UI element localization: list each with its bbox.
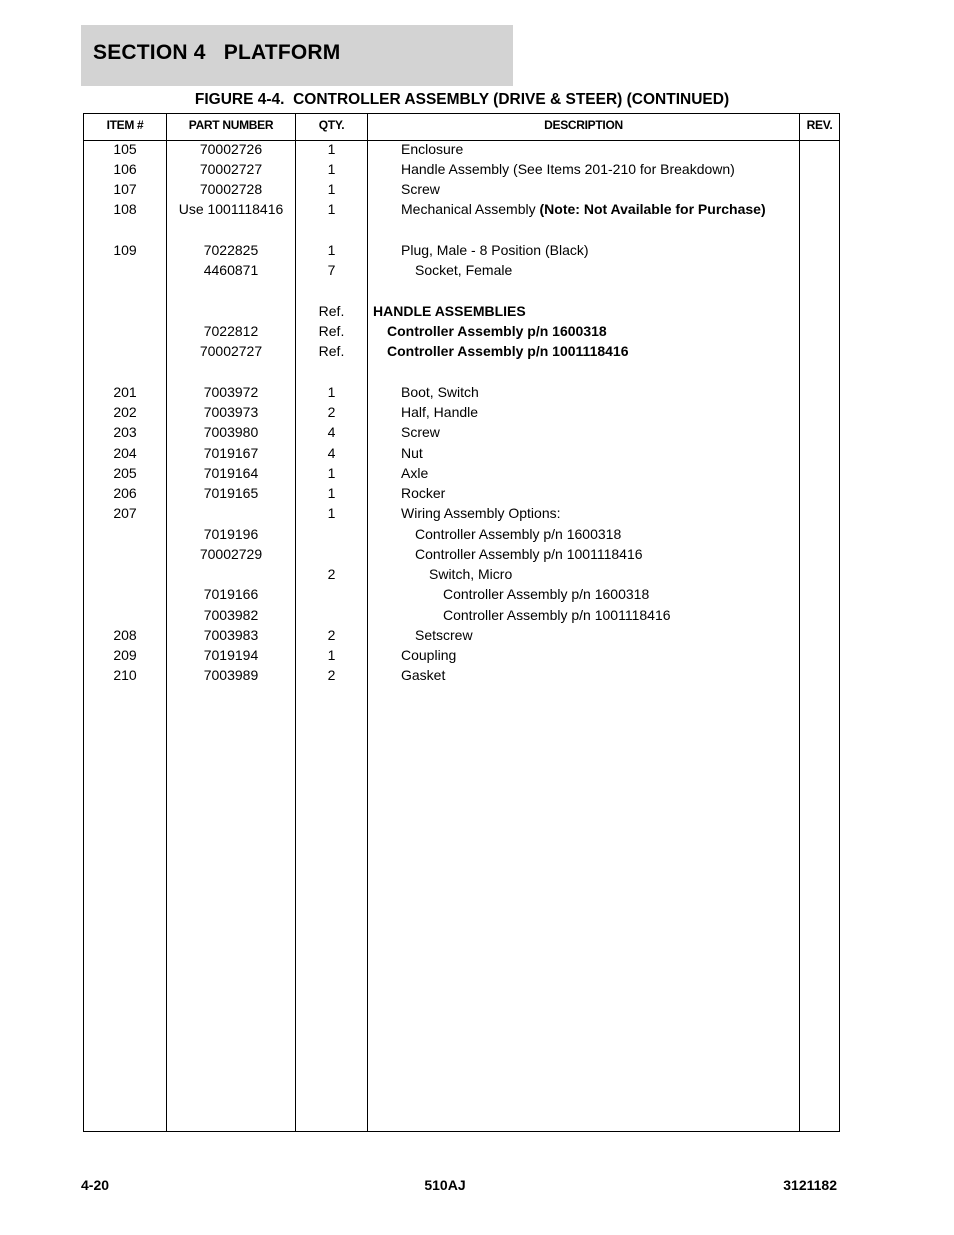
description-text: Handle Assembly (See Items 201-210 for Breakdown) xyxy=(401,161,735,177)
item-number-cell: 105 xyxy=(113,141,137,157)
item-number-cell: 209 xyxy=(113,647,137,663)
document-number: 3121182 xyxy=(783,1177,837,1193)
table-row xyxy=(84,483,839,503)
description-text: Rocker xyxy=(401,485,446,501)
part-number-cell: 70002727 xyxy=(199,161,263,177)
quantity-cell: 1 xyxy=(327,485,336,501)
description-text: Half, Handle xyxy=(401,404,479,420)
description-cell xyxy=(401,645,456,665)
quantity-cell: 1 xyxy=(327,465,336,481)
table-row xyxy=(84,139,839,159)
table-row xyxy=(84,402,839,422)
description-cell xyxy=(429,564,512,584)
quantity-cell: 1 xyxy=(327,505,336,521)
table-row xyxy=(84,524,839,544)
item-number-cell: 204 xyxy=(113,445,137,461)
description-bold-text: Controller Assembly p/n 1001118416 xyxy=(387,343,629,359)
quantity-cell: 1 xyxy=(327,201,336,217)
column-header-item: ITEM # xyxy=(106,118,144,132)
description-cell xyxy=(401,665,445,685)
section-header xyxy=(81,25,513,86)
description-cell xyxy=(415,260,512,280)
description-text: Gasket xyxy=(401,667,446,683)
description-cell xyxy=(401,139,463,159)
part-number-cell: 7003989 xyxy=(203,667,259,683)
description-cell xyxy=(401,179,440,199)
table-row xyxy=(84,321,839,341)
table-row xyxy=(84,665,839,685)
table-row xyxy=(84,341,839,361)
table-row xyxy=(84,422,839,442)
description-cell xyxy=(401,503,561,523)
quantity-cell: Ref. xyxy=(318,323,345,339)
table-row xyxy=(84,382,839,402)
table-row xyxy=(84,503,839,523)
page-number: 4-20 xyxy=(81,1177,110,1193)
quantity-cell: 4 xyxy=(327,445,336,461)
quantity-cell: 1 xyxy=(327,141,336,157)
table-row xyxy=(84,260,839,280)
description-text: Enclosure xyxy=(401,141,464,157)
part-number-cell: 7003972 xyxy=(203,384,259,400)
description-cell xyxy=(401,483,445,503)
model-number: 510AJ xyxy=(424,1177,466,1193)
description-cell xyxy=(415,544,643,564)
table-row xyxy=(84,544,839,564)
figure-title: FIGURE 4-4. CONTROLLER ASSEMBLY (DRIVE & STEER) (CONTINUED) xyxy=(194,91,730,108)
quantity-cell: 2 xyxy=(327,667,336,683)
quantity-cell: 1 xyxy=(327,181,336,197)
description-cell xyxy=(401,402,478,422)
item-number-cell: 203 xyxy=(113,424,137,440)
description-cell xyxy=(373,301,526,321)
part-number-cell: 7019196 xyxy=(203,526,259,542)
description-bold-text: (Note: Not Available for Purchase) xyxy=(539,201,766,217)
description-cell xyxy=(401,199,766,219)
table-row xyxy=(84,240,839,260)
part-number-cell: 70002726 xyxy=(199,141,263,157)
part-number-cell: Use 1001118416 xyxy=(178,201,284,217)
column-header-rev: REV. xyxy=(806,118,833,132)
table-row xyxy=(84,463,839,483)
table-row xyxy=(84,159,839,179)
table-row xyxy=(84,564,839,584)
quantity-cell: 7 xyxy=(327,262,336,278)
part-number-cell: 7019164 xyxy=(203,465,259,481)
part-number-cell: 7003980 xyxy=(203,424,259,440)
table-row xyxy=(84,584,839,604)
item-number-cell: 210 xyxy=(113,667,137,683)
description-text: Mechanical Assembly xyxy=(401,201,540,217)
part-number-cell: 7022825 xyxy=(203,242,259,258)
description-cell xyxy=(387,321,607,341)
description-text: Screw xyxy=(401,424,440,440)
part-number-cell: 7003983 xyxy=(203,627,259,643)
table-row xyxy=(84,179,839,199)
quantity-cell: 4 xyxy=(327,424,336,440)
item-number-cell: 206 xyxy=(113,485,137,501)
item-number-cell: 201 xyxy=(113,384,137,400)
description-cell xyxy=(401,422,440,442)
item-number-cell: 108 xyxy=(113,201,137,217)
quantity-cell: 2 xyxy=(327,404,336,420)
description-cell xyxy=(443,584,649,604)
part-number-cell: 70002729 xyxy=(199,546,263,562)
description-cell xyxy=(415,625,473,645)
part-number-cell: 7003973 xyxy=(203,404,259,420)
part-number-cell: 7022812 xyxy=(203,323,259,339)
description-text: Axle xyxy=(401,465,429,481)
part-number-cell: 70002727 xyxy=(199,343,263,359)
quantity-cell: Ref. xyxy=(318,303,345,319)
description-cell xyxy=(401,463,428,483)
quantity-cell: 1 xyxy=(327,647,336,663)
description-text: Controller Assembly p/n 1600318 xyxy=(443,586,650,602)
description-cell xyxy=(401,159,735,179)
part-number-cell: 7019165 xyxy=(203,485,259,501)
column-header-part-number: PART NUMBER xyxy=(188,118,274,132)
section-title: SECTION 4 PLATFORM xyxy=(93,41,341,64)
item-number-cell: 208 xyxy=(113,627,137,643)
description-cell xyxy=(387,341,629,361)
description-cell xyxy=(401,382,479,402)
quantity-cell: 2 xyxy=(327,627,336,643)
part-number-cell: 7019166 xyxy=(203,586,259,602)
description-text: Wiring Assembly Options: xyxy=(401,505,561,521)
part-number-cell: 7003982 xyxy=(203,607,259,623)
table-row xyxy=(84,605,839,625)
description-text: Boot, Switch xyxy=(401,384,479,400)
item-number-cell: 107 xyxy=(113,181,137,197)
description-cell xyxy=(443,605,671,625)
description-text: Coupling xyxy=(401,647,457,663)
description-text: Socket, Female xyxy=(415,262,513,278)
table-row xyxy=(84,443,839,463)
description-text: Switch, Micro xyxy=(429,566,513,582)
description-text: Nut xyxy=(401,445,423,461)
table-row xyxy=(84,625,839,645)
description-text: Controller Assembly p/n 1001118416 xyxy=(443,607,671,623)
part-number-cell: 7019167 xyxy=(203,445,259,461)
description-text: Controller Assembly p/n 1600318 xyxy=(415,526,622,542)
column-header-description: DESCRIPTION xyxy=(544,118,623,132)
part-number-cell: 7019194 xyxy=(203,647,259,663)
item-number-cell: 106 xyxy=(113,161,137,177)
item-number-cell: 109 xyxy=(113,242,137,258)
quantity-cell: 1 xyxy=(327,161,336,177)
part-number-cell: 4460871 xyxy=(203,262,259,278)
description-cell xyxy=(401,443,423,463)
parts-table xyxy=(83,113,840,1132)
description-bold-text: Controller Assembly p/n 1600318 xyxy=(387,323,607,339)
description-text: Screw xyxy=(401,181,440,197)
description-text: Plug, Male - 8 Position (Black) xyxy=(401,242,589,258)
quantity-cell: 1 xyxy=(327,384,336,400)
quantity-cell: 1 xyxy=(327,242,336,258)
description-cell xyxy=(415,524,621,544)
table-row xyxy=(84,645,839,665)
description-cell xyxy=(401,240,589,260)
quantity-cell: Ref. xyxy=(318,343,345,359)
quantity-cell: 2 xyxy=(327,566,336,582)
description-text: Controller Assembly p/n 1001118416 xyxy=(415,546,643,562)
item-number-cell: 202 xyxy=(113,404,137,420)
table-row xyxy=(84,199,839,219)
column-header-qty: QTY. xyxy=(318,118,345,132)
part-number-cell: 70002728 xyxy=(199,181,263,197)
description-bold-text: HANDLE ASSEMBLIES xyxy=(373,303,526,319)
description-text: Setscrew xyxy=(415,627,473,643)
table-row xyxy=(84,301,839,321)
item-number-cell: 207 xyxy=(113,505,137,521)
item-number-cell: 205 xyxy=(113,465,137,481)
